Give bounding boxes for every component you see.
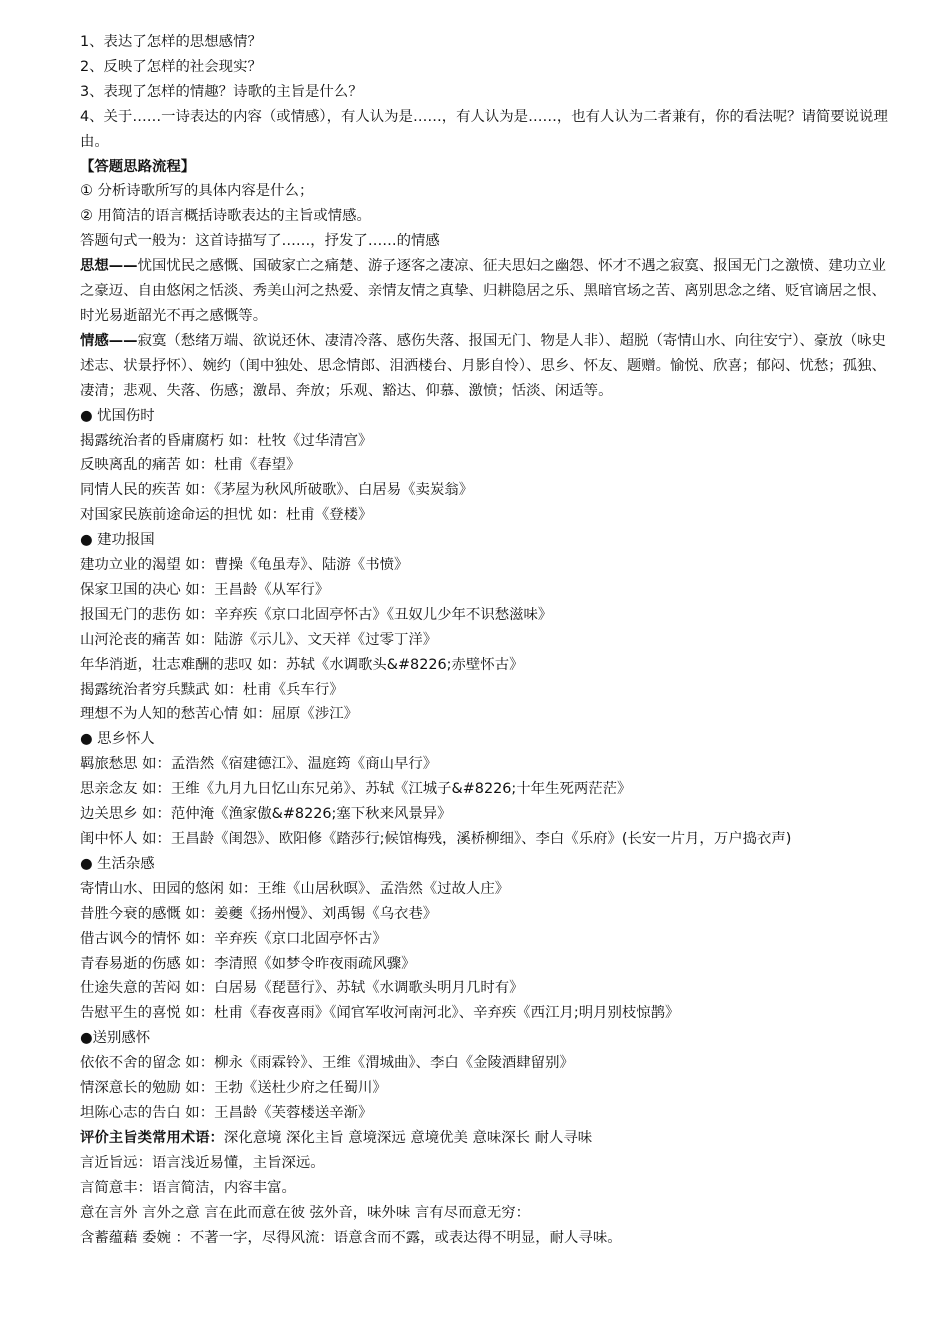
text-line <box>80 105 895 155</box>
line-text: 借古讽今的情怀 如：辛弃疾《京口北固亭怀古》 <box>80 930 387 947</box>
text-line <box>80 976 895 1001</box>
line-text: 青春易逝的伤感 如：李清照《如梦令昨夜雨疏风骤》 <box>80 955 416 972</box>
text-line <box>80 1151 895 1176</box>
text-line <box>80 204 895 229</box>
line-text: ② 用简洁的语言概括诗歌表达的主旨或情感。 <box>80 208 371 225</box>
line-text: 对国家民族前途命运的担忧 如：杜甫《登楼》 <box>80 507 373 524</box>
text-line <box>80 229 895 254</box>
text-line <box>80 952 895 977</box>
line-text: 1、表达了怎样的思想感情？ <box>80 34 262 50</box>
line-text: 3、表现了怎样的情趣？诗歌的主旨是什么？ <box>80 83 363 100</box>
text-line <box>80 827 895 852</box>
line-text: ● 忧国伤时 <box>80 407 155 424</box>
line-text: 反映离乱的痛苦 如：杜甫《春望》 <box>80 457 301 474</box>
bold-label: 评价主旨类常用术语： <box>80 1129 224 1146</box>
text-line <box>80 1126 895 1151</box>
text-line <box>80 429 895 454</box>
text-line <box>80 852 895 877</box>
line-text: 4、关于……一诗表达的内容（或情感），有人认为是……，有人认为是……，也有人认为二者兼有，你的看法呢？请简要说说理由。 <box>80 108 888 150</box>
text-line <box>80 553 895 578</box>
line-text: 告慰平生的喜悦 如：杜甫《春夜喜雨》《闻官军收河南河北》、辛弃疾《西江月;明月别枝惊鹊》 <box>80 1005 680 1022</box>
text-line <box>80 1001 895 1026</box>
line-text: 羁旅愁思 如：孟浩然《宿建德江》、温庭筠《商山早行》 <box>80 756 438 773</box>
line-text: 同情人民的疾苦 如：《茅屋为秋风所破歌》、白居易《卖炭翁》 <box>80 482 474 499</box>
line-text: 忧国忧民之感慨、国破家亡之痛楚、游子逐客之凄凉、征夫思妇之幽怨、怀才不遇之寂寞、报国无门之激愤、建功立业之豪迈、自由悠闲之恬淡、秀美山河之热爱、亲情友情之真挚、归耕隐居之乐、黑暗官场之苦、离别思念之绪、贬官谪居之恨、时光易逝韶光不再之感慨等。 <box>80 258 886 324</box>
line-text: 理想不为人知的愁苦心情 如：屈原《涉江》 <box>80 706 358 723</box>
line-text: ● 建功报国 <box>80 532 155 549</box>
line-text: 揭露统治者穷兵黩武 如：杜甫《兵车行》 <box>80 681 344 698</box>
text-line <box>80 702 895 727</box>
line-text: 思亲念友 如：王维《九月九日忆山东兄弟》、苏轼《江城子&#8226;十年生死两茫茫》 <box>80 781 632 798</box>
line-text: 深化意境 深化主旨 意境深远 意境优美 意味深长 耐人寻味 <box>223 1129 593 1146</box>
line-text: 意在言外 言外之意 言在此而意在彼 弦外音，味外味 言有尽而意无穷： <box>80 1204 531 1221</box>
text-line <box>80 902 895 927</box>
text-line <box>80 727 895 752</box>
document-body <box>80 30 895 1250</box>
text-line <box>80 578 895 603</box>
text-line <box>80 777 895 802</box>
line-text: 昔胜今衰的感慨 如：姜夔《扬州慢》、刘禹锡《乌衣巷》 <box>80 905 438 922</box>
line-text: ●送别感怀 <box>80 1030 151 1047</box>
bold-label: 【答题思路流程】 <box>80 158 196 175</box>
text-line <box>80 478 895 503</box>
line-text: 年华消逝，壮志难酬的悲叹 如：苏轼《水调歌头&#8226;赤壁怀古》 <box>80 656 524 673</box>
line-text: ● 思乡怀人 <box>80 731 155 748</box>
line-text: 闺中怀人 如：王昌龄《闺怨》、欧阳修《踏莎行;候馆梅残，溪桥柳细》、李白《乐府》(长安一片月，万户捣衣声) <box>80 831 792 847</box>
text-line <box>80 802 895 827</box>
line-text: 山河沦丧的痛苦 如：陆游《示儿》、文天祥《过零丁洋》 <box>80 631 438 648</box>
line-text: 依依不舍的留念 如：柳永《雨霖铃》、王维《渭城曲》、李白《金陵酒肆留别》 <box>80 1055 574 1072</box>
line-text: 言近旨远：语言浅近易懂，主旨深远。 <box>80 1154 325 1171</box>
line-text: ● 生活杂感 <box>80 855 155 872</box>
text-line <box>80 528 895 553</box>
line-text: 建功立业的渴望 如：曹操《龟虽寿》、陆游《书愤》 <box>80 557 409 574</box>
text-line <box>80 927 895 952</box>
line-text: 边关思乡 如：范仲淹《渔家傲&#8226;塞下秋来风景异》 <box>80 806 452 823</box>
line-text: 报国无门的悲伤 如：辛弃疾《京口北固亭怀古》《丑奴儿少年不识愁滋味》 <box>80 606 553 623</box>
text-line <box>80 603 895 628</box>
text-line <box>80 155 895 180</box>
text-line <box>80 404 895 429</box>
text-line <box>80 179 895 204</box>
text-line <box>80 1076 895 1101</box>
text-line <box>80 653 895 678</box>
text-line <box>80 1026 895 1051</box>
line-text: 答题句式一般为：这首诗描写了……，抒发了……的情感 <box>80 233 440 250</box>
text-line <box>80 329 895 404</box>
text-line <box>80 628 895 653</box>
text-line <box>80 30 895 55</box>
line-text: 仕途失意的苦闷 如：白居易《琵琶行》、苏轼《水调歌头明月几时有》 <box>80 980 524 997</box>
text-line <box>80 55 895 80</box>
text-line <box>80 254 895 329</box>
text-line <box>80 1176 895 1201</box>
line-text: 保家卫国的决心 如：王昌龄《从军行》 <box>80 581 330 598</box>
line-text: ① 分析诗歌所写的具体内容是什么； <box>80 183 314 200</box>
line-text: 寄情山水、田园的悠闲 如：王维《山居秋暝》、孟浩然《过故人庄》 <box>80 880 510 897</box>
text-line <box>80 1101 895 1126</box>
line-text: 揭露统治者的昏庸腐朽 如：杜牧《过华清宫》 <box>80 432 373 449</box>
bold-label: 情感—— <box>80 332 138 349</box>
line-text: 含蓄蕴藉 委婉 ：不著一字，尽得风流：语意含而不露，或表达得不明显，耐人寻味。 <box>80 1229 622 1246</box>
text-line <box>80 453 895 478</box>
line-text: 情深意长的勉励 如：王勃《送杜少府之任蜀川》 <box>80 1080 387 1097</box>
line-text: 言简意丰：语言简洁，内容丰富。 <box>80 1179 296 1196</box>
line-text: 寂寞（愁绪万端、欲说还休、凄清冷落、感伤失落、报国无门、物是人非）、超脱（寄情山水、向往安宁）、豪放（咏史述志、状景抒怀）、婉约（闺中独处、思念情郎、泪洒楼台、月影自怜）、思乡、怀友、题赠。愉悦、欣喜；郁闷、忧愁；孤独、凄清；悲观、失落、伤感；激昂、奔放；乐观、豁达、仰慕、激愤；恬淡、闲适等。 <box>80 332 886 399</box>
text-line <box>80 752 895 777</box>
text-line <box>80 1051 895 1076</box>
line-text: 2、反映了怎样的社会现实？ <box>80 58 262 75</box>
text-line <box>80 503 895 528</box>
text-line <box>80 80 895 105</box>
text-line <box>80 678 895 703</box>
bold-label: 思想—— <box>80 258 138 275</box>
line-text: 坦陈心志的告白 如：王昌龄《芙蓉楼送辛渐》 <box>80 1104 373 1121</box>
text-line <box>80 1201 895 1226</box>
text-line <box>80 1226 895 1251</box>
text-line <box>80 877 895 902</box>
